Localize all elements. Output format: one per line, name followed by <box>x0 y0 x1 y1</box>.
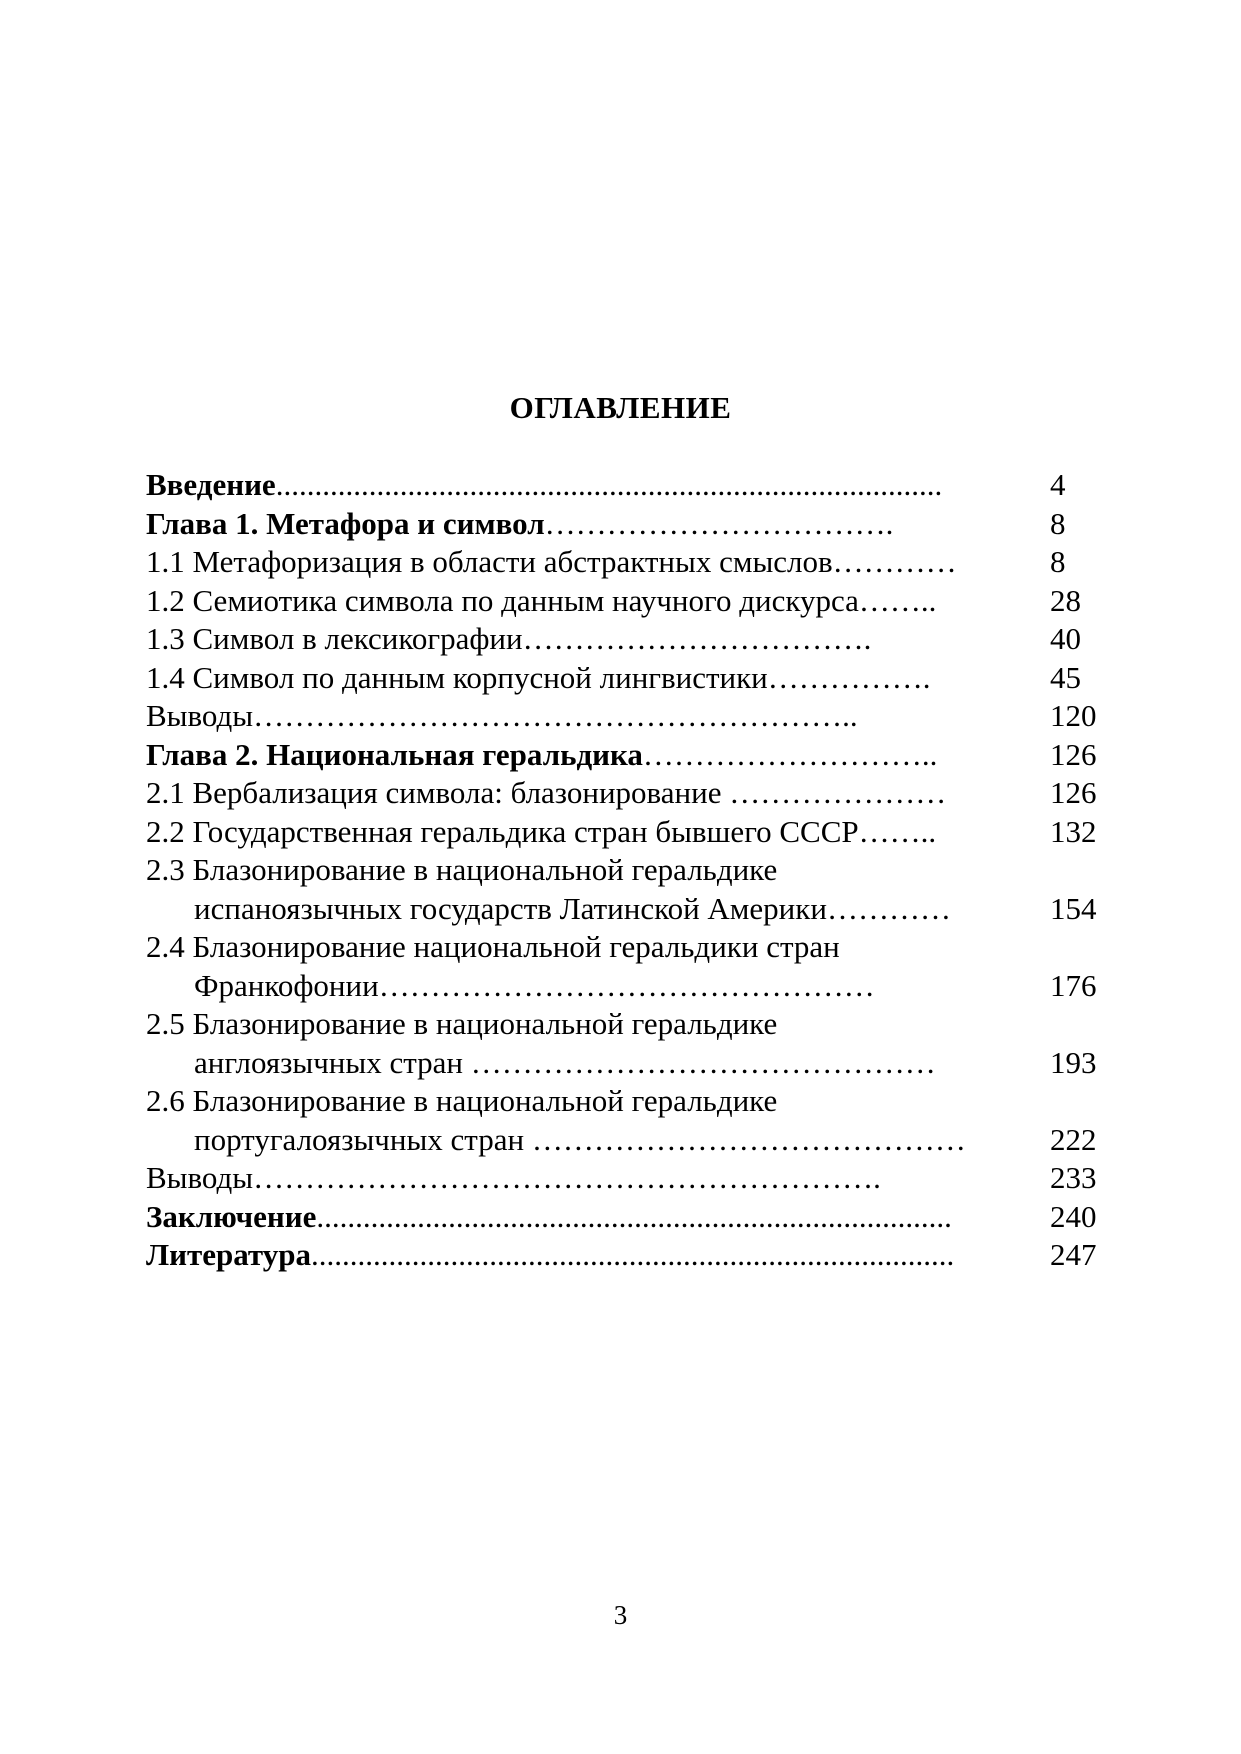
toc-entry-title-wrap <box>146 1005 777 1044</box>
toc-entry-title: Глава 2. Национальная геральдика <box>146 736 643 772</box>
toc-leader-dots: .................................................................................. <box>316 1198 952 1234</box>
toc-leader-dots: ……………………….. <box>642 736 938 772</box>
toc-entry-title: 1.2 Семиотика символа по данным научного дискурса <box>146 582 859 618</box>
toc-page-number: 45 <box>1050 659 1081 695</box>
toc-page-number: 233 <box>1050 1160 1097 1195</box>
toc-entry-section-2-2[interactable] <box>146 813 1106 852</box>
toc-entry-conclusions-1[interactable] <box>146 697 1106 736</box>
toc-entry-title-wrap <box>146 466 942 505</box>
toc-page-number: 132 <box>1050 813 1097 849</box>
toc-entry-title: 2.1 Вербализация символа: блазонирование <box>146 775 722 810</box>
toc-entry-conclusions-2[interactable] <box>146 1159 1106 1198</box>
toc-entry-title-wrap <box>146 813 936 852</box>
toc-entry-title-wrap <box>194 890 951 929</box>
toc-page-number: 8 <box>1050 544 1066 579</box>
toc-entry-introduction[interactable] <box>146 466 1106 505</box>
toc-leader-dots: ………………………………………………….. <box>253 698 858 733</box>
toc-entry-title-wrap <box>194 967 875 1006</box>
toc-entry-section-2-3[interactable] <box>146 851 1106 890</box>
page-title: ОГЛАВЛЕНИЕ <box>509 390 732 425</box>
toc-entry-title-wrap <box>146 659 931 698</box>
toc-entry-section-2-6[interactable] <box>146 1082 1106 1121</box>
toc-entry-title: 2.3 Блазонирование в национальной геральдике <box>146 852 778 887</box>
toc-entry-chapter-1[interactable] <box>146 505 1106 544</box>
toc-entry-section-2-6-continued[interactable] <box>146 1121 1106 1160</box>
toc-entry-title: Глава 1. Метафора и символ <box>146 505 545 541</box>
toc-entry-section-1-2[interactable] <box>146 582 1106 621</box>
table-of-contents <box>146 466 1106 1275</box>
toc-page-number: 40 <box>1050 621 1081 656</box>
toc-entry-title: англоязычных стран <box>194 1044 463 1080</box>
toc-page-number: 176 <box>1050 967 1097 1003</box>
toc-leader-dots: ................................................................................... <box>310 1237 955 1272</box>
toc-entry-title: Литература <box>146 1237 311 1272</box>
toc-leader-dots: ……………………………………………………. <box>253 1160 881 1195</box>
toc-entry-title-wrap <box>194 1044 936 1083</box>
toc-entry-title: Выводы <box>146 1160 254 1195</box>
toc-entry-section-2-4-continued[interactable] <box>146 967 1106 1006</box>
toc-entry-title-wrap <box>146 620 871 659</box>
toc-page-number: 222 <box>1050 1121 1097 1157</box>
toc-page-number: 154 <box>1050 890 1097 926</box>
toc-entry-title-wrap <box>146 851 777 890</box>
toc-entry-title-wrap <box>146 1159 881 1198</box>
toc-entry-section-2-4[interactable] <box>146 928 1106 967</box>
toc-entry-references[interactable] <box>146 1236 1106 1275</box>
toc-entry-title: Введение <box>146 467 276 502</box>
toc-leader-dots: …….. <box>858 813 937 849</box>
toc-page-number: 126 <box>1050 775 1097 810</box>
toc-entry-title-wrap <box>146 697 858 736</box>
toc-entry-section-2-1[interactable] <box>146 774 1106 813</box>
toc-entry-section-2-5[interactable] <box>146 1005 1106 1044</box>
toc-entry-section-1-4[interactable] <box>146 659 1106 698</box>
toc-entry-title-wrap <box>146 505 893 544</box>
toc-leader-dots: …….. <box>858 582 937 618</box>
toc-entry-title: португалоязычных стран <box>194 1121 525 1157</box>
toc-entry-title: Выводы <box>146 698 254 733</box>
toc-entry-title: испаноязычных государств Латинской Америки <box>194 890 827 926</box>
toc-entry-title-wrap <box>146 543 957 582</box>
toc-page-number: 120 <box>1050 698 1097 733</box>
toc-leader-dots: ………… <box>832 544 957 579</box>
toc-entry-section-2-5-continued[interactable] <box>146 1044 1106 1083</box>
toc-entry-title: 1.4 Символ по данным корпусной лингвистики <box>146 659 768 695</box>
toc-entry-title: 1.3 Символ в лексикографии <box>146 621 523 656</box>
toc-page-number: 4 <box>1050 467 1066 502</box>
toc-entry-title: Заключение <box>146 1198 317 1234</box>
toc-entry-title-wrap <box>146 1236 954 1275</box>
toc-leader-dots: ………… <box>826 890 951 926</box>
toc-entry-conclusion[interactable] <box>146 1198 1106 1237</box>
toc-page-number: 240 <box>1050 1198 1097 1234</box>
toc-entry-section-1-3[interactable] <box>146 620 1106 659</box>
toc-page-number: 193 <box>1050 1044 1097 1080</box>
toc-page-number: 28 <box>1050 582 1081 618</box>
toc-entry-title: 2.4 Блазонирование национальной геральдики стран <box>146 929 840 964</box>
toc-entry-title-wrap <box>146 1082 777 1121</box>
toc-entry-title: 2.2 Государственная геральдика стран бывшего СССР <box>146 813 859 849</box>
toc-leader-dots: ...................................................................................... <box>275 467 943 502</box>
toc-entry-title: 1.1 Метафоризация в области абстрактных смыслов <box>146 544 833 579</box>
toc-entry-title-wrap <box>146 774 946 813</box>
toc-entry-chapter-2[interactable] <box>146 736 1106 775</box>
toc-entry-title-wrap <box>146 582 936 621</box>
toc-entry-section-1-1[interactable] <box>146 543 1106 582</box>
toc-entry-title: 2.5 Блазонирование в национальной геральдике <box>146 1006 778 1041</box>
toc-leader-dots: ……………………………………… <box>463 1044 936 1080</box>
toc-leader-dots: ……………. <box>767 659 931 695</box>
page-number: 3 <box>613 1600 628 1630</box>
toc-entry-title: 2.6 Блазонирование в национальной геральдике <box>146 1083 778 1118</box>
toc-leader-dots: ………………………………………… <box>378 967 875 1003</box>
toc-leader-dots: ……………………………. <box>522 621 872 656</box>
toc-leader-dots: ……………………………. <box>544 505 894 541</box>
toc-entry-title-wrap <box>146 1198 952 1237</box>
toc-entry-title-wrap <box>146 928 840 967</box>
toc-leader-dots: …………………………………… <box>524 1121 966 1157</box>
toc-entry-title-wrap <box>194 1121 966 1160</box>
toc-leader-dots: ………………… <box>721 775 947 810</box>
toc-page-number: 126 <box>1050 736 1097 772</box>
toc-entry-section-2-3-continued[interactable] <box>146 890 1106 929</box>
toc-page-number: 8 <box>1050 505 1066 541</box>
toc-entry-title-wrap <box>146 736 937 775</box>
toc-page-number: 247 <box>1050 1237 1097 1272</box>
toc-entry-title: Франкофонии <box>194 967 379 1003</box>
